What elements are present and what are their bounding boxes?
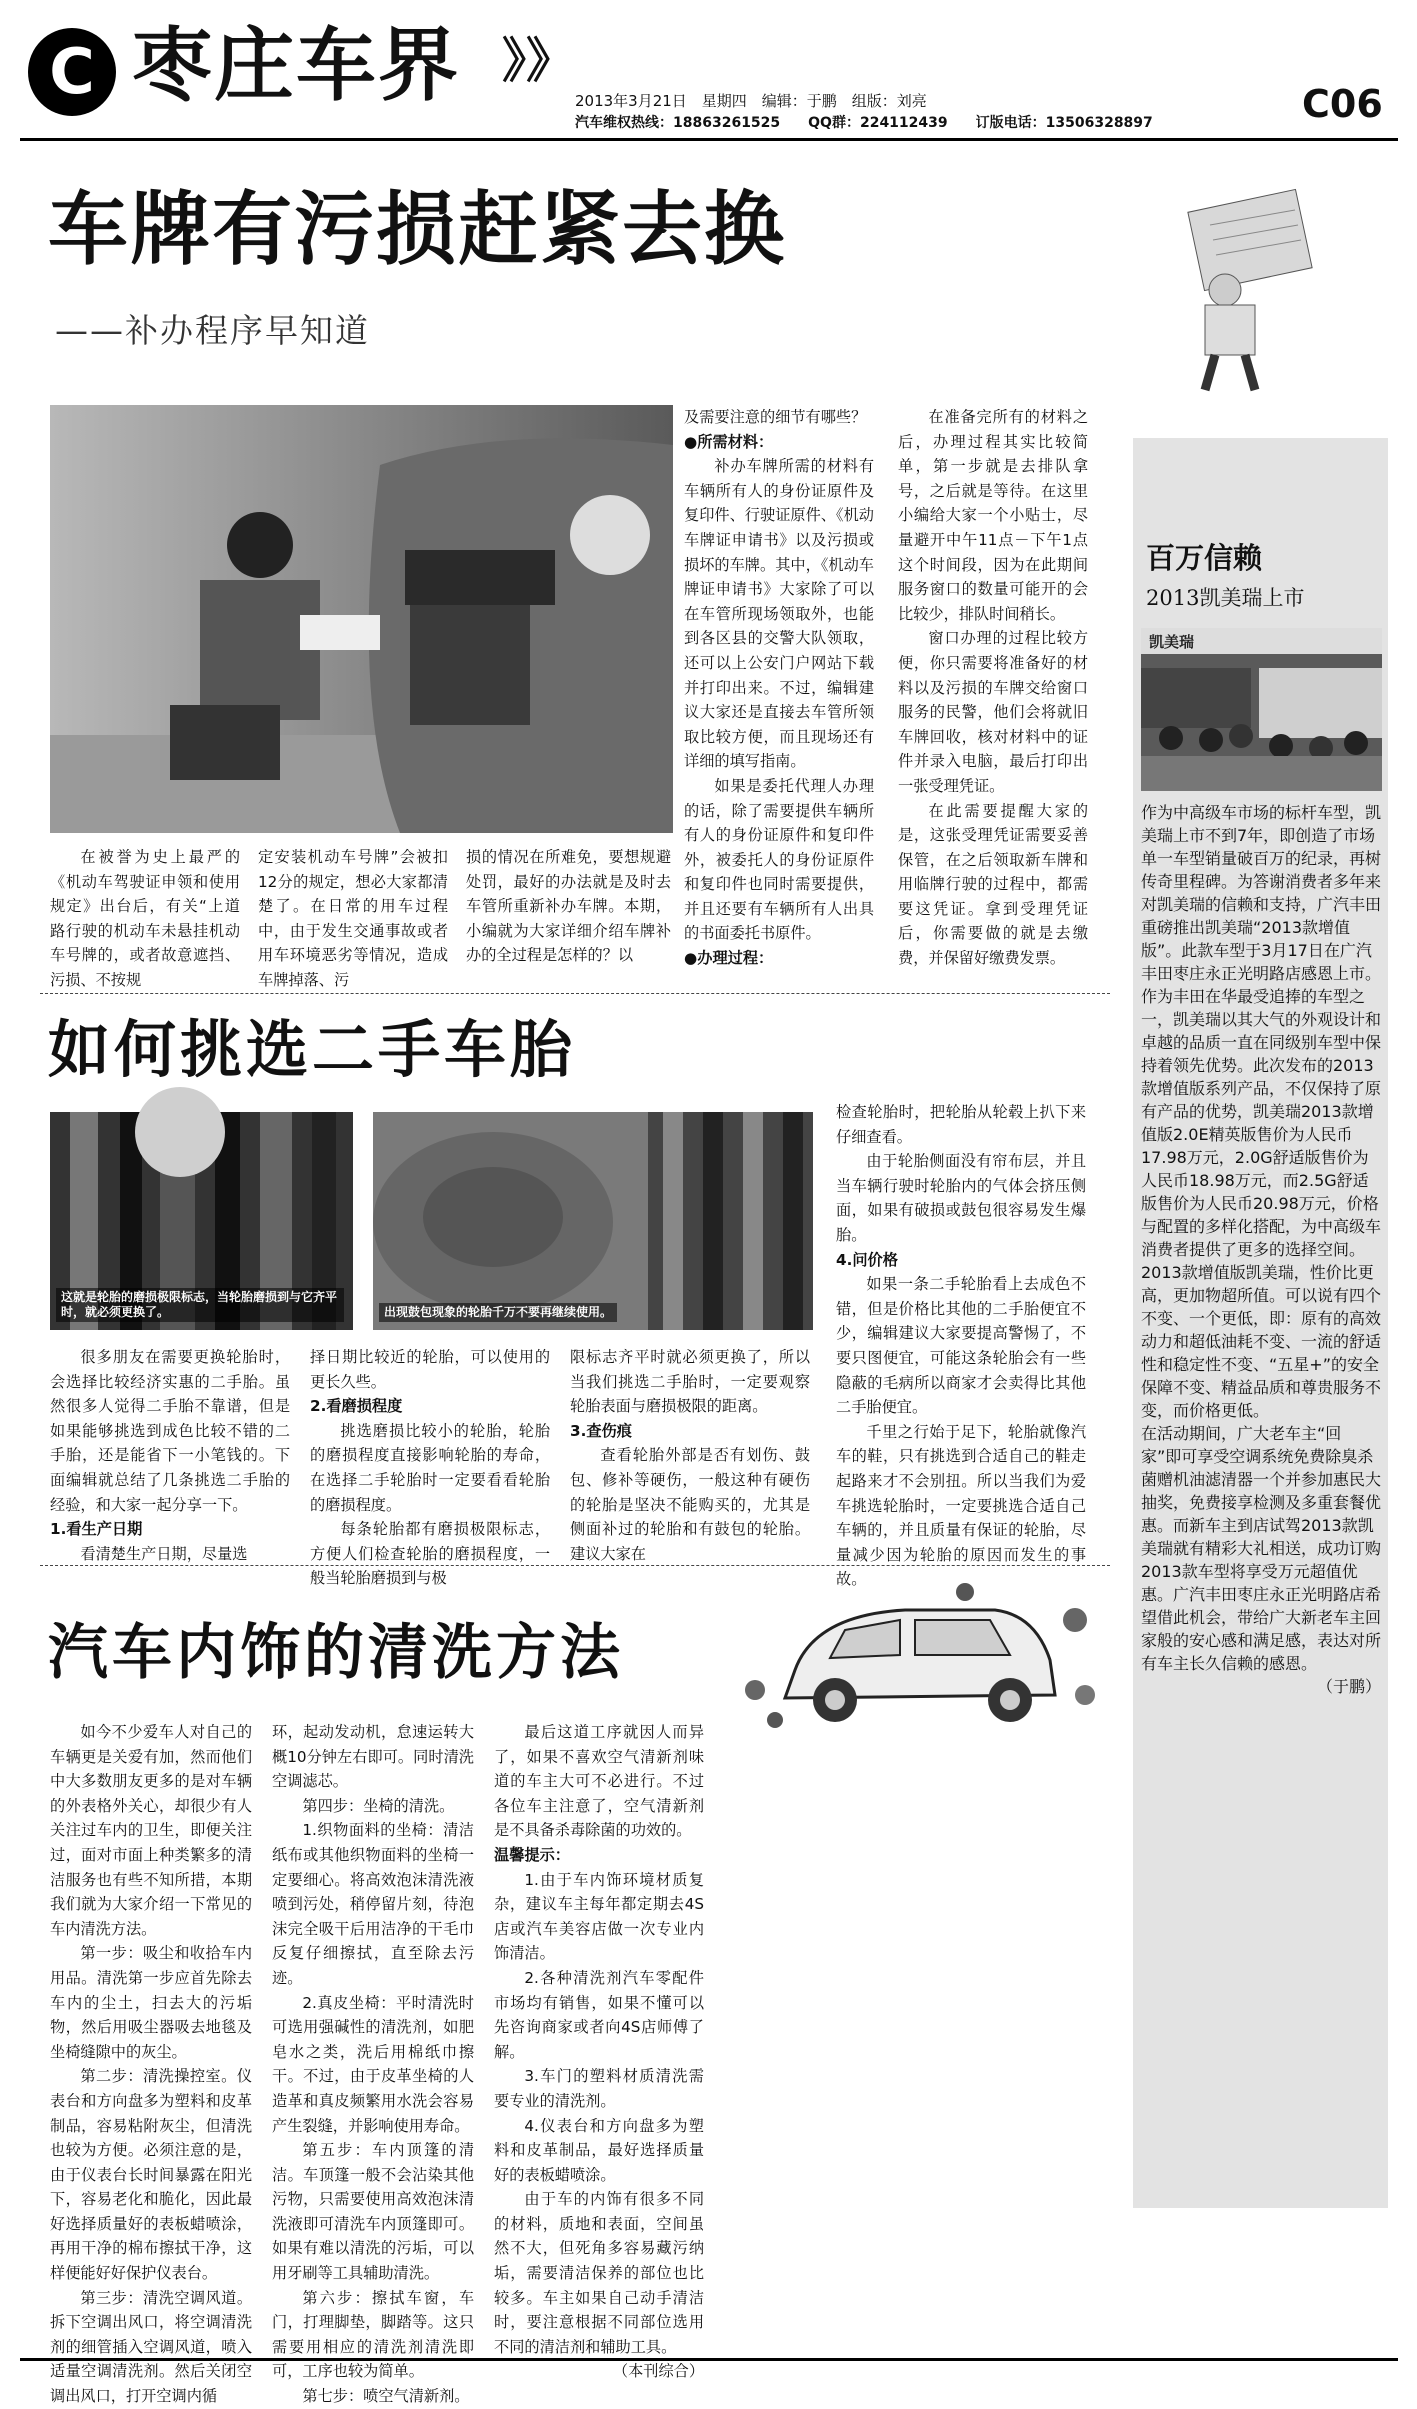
- event-banner: 凯美瑞: [1149, 633, 1195, 651]
- paragraph: 第一步：吸尘和收拾车内用品。清洗第一步应首先除去车内的尘土，扫去大的污垢物，然后用吸尘器吸去地毯及坐椅缝隙中的灰尘。: [50, 1944, 252, 2061]
- article3-byline: （本刊综合）: [612, 2362, 704, 2381]
- article1-col2: [258, 845, 448, 989]
- paragraph: 在被誉为史上最严的《机动车驾驶证申领和使用规定》出台后，有关“上道路行驶的机动车未悬挂机动车号牌的，或者故意遮挡、污损、不按规: [50, 848, 240, 989]
- paragraph: 2.真皮坐椅：平时清洗时可选用强碱性的清洗剂，如肥皂水之类，洗后用棉纸巾擦干。不过，由于皮革坐椅的人造革和真皮频繁用水洗会容易产生裂缝，并影响使用寿命。: [272, 1993, 474, 2135]
- subheading: 3.查伤痕: [570, 1421, 632, 1440]
- sidebar-byline: （于鹏）: [1316, 1677, 1381, 1696]
- tire-bulge-photo: [373, 1112, 813, 1330]
- paragraph: 在此需要提醒大家的是，这张受理凭证需要妥善保管，在之后领取新车牌和用临牌行驶的过程中，都需要这凭证。拿到受理凭证后，你需要做的就是去缴费，并保留好缴费发票。: [898, 801, 1088, 968]
- article2-headline: 如何挑选二手车胎: [48, 1013, 577, 1086]
- paragraph: 1.由于车内饰环境材质复杂，建议车主每年都定期去4S店或汽车美容店做一次专业内饰清洁。: [494, 1870, 704, 1963]
- paragraph: 限标志齐平时就必须更换了，所以当我们挑选二手胎时，一定要观察轮胎表面与磨损极限的距离。: [570, 1348, 810, 1416]
- paragraph: 如今不少爱车人对自己的车辆更是关爱有加，然而他们中大多数朋友更多的是对车辆的外表格外关心，却很少有人关注过车内的卫生，即便关注过，面对市面上种类繁多的清洁服务也有些不知所措，本期我们就为大家介绍一下常见的车内清洗方法。: [50, 1723, 252, 1938]
- article1-headline: 车牌有污损赶紧去换: [48, 183, 786, 276]
- article3-headline: 汽车内饰的清洗方法: [48, 1618, 624, 1688]
- paragraph: 3.车门的塑料材质清洗需要专业的清洗剂。: [494, 2067, 704, 2110]
- paragraph: 第二步：清洗操控室。仪表台和方向盘多为塑料和皮革制品，容易粘附灰尘，但清洗也较为方便。必须注意的是，由于仪表台长时间暴露在阳光下，容易老化和脆化，因此最好选择质量好的表板蜡喷涂，再用干净的棉布擦拭干净，这样便能好好保护仪表台。: [50, 2067, 252, 2283]
- paragraph: 第四步：坐椅的清洗。: [302, 1796, 455, 1815]
- paragraph: 第六步：擦拭车窗，车门，打理脚垫，脚踏等。这只需要用相应的清洗剂清洗即可，工序也较为简单。: [272, 2288, 474, 2381]
- paragraph: 第三步：清洗空调风道。拆下空调出风口，将空调清洗剂的细管插入空调风道，喷入适量空调清洗剂。然后关闭空调出风口，打开空调内循: [50, 2288, 252, 2406]
- article1-subhead: ——补办程序早知道: [55, 311, 370, 350]
- paragraph: 看清楚生产日期，尽量选: [80, 1544, 248, 1563]
- paragraph: 4.仪表台和方向盘多为塑料和皮革制品，最好选择质量好的表板蜡喷涂。: [494, 2116, 704, 2184]
- paragraph: 窗口办理的过程比较方便，你只需要将准备好的材料以及污损的车牌交给窗口服务的民警，他们会将就旧车牌回收，核对材料中的证件并录入电脑，最后打印出一张受理凭证。: [898, 629, 1088, 795]
- paragraph: 最后这道工序就因人而异了，如果不喜欢空气清新剂味道的车主大可不必进行。不过各位车主注意了，空气清新剂是不具备杀毒除菌的功效的。: [494, 1723, 704, 1840]
- paragraph: 2.各种清洗剂汽车零配件市场均有销售，如果不懂可以先咨询商家或者向4S店师傅了解。: [494, 1968, 704, 2061]
- article1-col4: [684, 405, 874, 975]
- tips-label: 温馨提示：: [494, 1845, 570, 1864]
- car-germs-illustration: [735, 1580, 1105, 1740]
- article2-col3: [570, 1345, 810, 1563]
- paragraph: 环，起动发动机，怠速运转大概10分钟左右即可。同时清洗空调滤芯。: [272, 1723, 474, 1791]
- sidebar-title: 百万信赖: [1146, 541, 1263, 575]
- logo-circle: C: [28, 28, 116, 116]
- paragraph: 及需要注意的细节有哪些？: [684, 408, 867, 426]
- paragraph: 很多朋友在需要更换轮胎时，会选择比较经济实惠的二手胎。虽然很多人觉得二手胎不靠谱，但是如果能够挑选到成色比较不错的二手胎，还是能省下一小笔钱的。下面编辑就总结了几条挑选二手胎的经验，和大家一起分享一下。: [50, 1348, 290, 1514]
- subheading: 4.问价格: [836, 1250, 898, 1269]
- paragraph: 在准备完所有的材料之后，办理过程其实比较简单，第一步就是去排队拿号，之后就是等待。在这里小编给大家一个小贴士，尽量避开中午11点－下午1点这个时间段，因为在此期间服务窗口的数量可能开的会比较少，排队时间稍长。: [898, 408, 1088, 623]
- paragraph: 第五步：车内顶篷的清洁。车顶篷一般不会沾染其他污物，只需要使用高效泡沫清洗液即可清洗车内顶篷即可。如果有难以清洗的污垢，可以用牙刷等工具辅助清洗。: [272, 2141, 474, 2283]
- process-label: ●办理过程：: [684, 949, 774, 968]
- dealer-event-photo: [1141, 628, 1382, 791]
- reader-icon: [1155, 195, 1325, 395]
- sidebar-paragraph: 作为中高级车市场的标杆车型，凯美瑞上市不到7年，即创造了市场单一车型销量破百万的纪录，再树传奇里程碑。为答谢消费者多年来对凯美瑞的信赖和支持，广汽丰田重磅推出凯美瑞“2013款增值版”。此款车型于3月17日在广汽丰田枣庄永正光明路店感恩上市。: [1141, 803, 1382, 983]
- masthead: [0, 0, 1417, 130]
- section-title: 枣庄车界: [132, 19, 460, 112]
- article3-col1: [50, 1720, 252, 2406]
- article1-col3: [466, 845, 671, 970]
- chevron-icon: 》》: [502, 33, 575, 89]
- article1-col5: [898, 405, 1088, 975]
- article3-col3: [494, 1720, 704, 2381]
- sidebar-text: [1141, 800, 1381, 2200]
- paragraph: 损的情况在所难免，要想规避处罚，最好的办法就是及时去车管所重新补办车牌。本期，小编就为大家详细介绍车牌补办的全过程是怎样的？以: [466, 848, 671, 965]
- tire-wear-caption: 这就是轮胎的磨损极限标志，当轮胎磨损到与它齐平时，就必须更换了。: [56, 1288, 344, 1322]
- paragraph: 千里之行始于足下，轮胎就像汽车的鞋，只有挑选到合适自己的鞋走起路来才不会别扭。所以当我们为爱车挑选轮胎时，一定要挑选合适自己车辆的，并且质量有保证的轮胎，尽量减少因为轮胎的原因而发生的事故。: [836, 1422, 1086, 1589]
- tire-bulge-caption: 出现鼓包现象的轮胎千万不要再继续使用。: [379, 1303, 617, 1322]
- article2-col4: [836, 1100, 1086, 1589]
- date-line: 2013年3月21日 星期四 编辑：于鹏 组版：刘亮: [575, 92, 927, 110]
- article2-col2: [310, 1345, 550, 1588]
- paragraph: 每条轮胎都有磨损极限标志，方便人们检查轮胎的磨损程度，一般当轮胎磨损到与极: [310, 1520, 550, 1588]
- section-divider: [40, 993, 1110, 994]
- article1-col1: [50, 845, 240, 989]
- footer-rule: [20, 2358, 1398, 2361]
- article2-col1: [50, 1345, 290, 1563]
- paragraph: 如果一条二手轮胎看上去成色不错，但是价格比其他的二手胎便宜不少，编辑建议大家要提高警惕了，不要只图便宜，可能这条轮胎会有一些隐蔽的毛病所以商家才会卖得比其他二手胎便宜。: [836, 1275, 1086, 1417]
- page-code: C06: [1302, 82, 1383, 126]
- paragraph: 择日期比较近的轮胎，可以使用的更长久些。: [310, 1348, 550, 1391]
- sidebar-paragraph: 在活动期间，广大老车主“回家”即可享受空调系统免费除臭杀菌赠机油滤清器一个并参加惠民大抽奖，免费接享检测及多重套餐优惠。而新车主到店试驾2013款凯美瑞就有精彩大礼相送，成功订购2013款车型将享受万元超值优惠。广汽丰田枣庄永正光明路店希望借此机会，带给广大新老车主回家般的安心感和满足感，表达对所有车主长久信赖的感恩。: [1141, 1424, 1382, 1673]
- license-plate-photo: [50, 405, 673, 833]
- masthead-rule: [20, 138, 1398, 141]
- paragraph: 第七步：喷空气清新剂。: [302, 2387, 470, 2406]
- subheading: 2.看磨损程度: [310, 1397, 403, 1416]
- paragraph: 补办车牌所需的材料有车辆所有人的身份证原件及复印件、行驶证原件、《机动车牌证申请书》以及污损或损坏的车牌。其中，《机动车牌证申请书》大家除了可以在车管所现场领取外，也能到各区县的交警大队领取，还可以上公安门户网站下载并打印出来。不过，编辑建议大家还是直接去车管所领取比较方便，而且现场还有详细的填写指南。: [684, 457, 874, 771]
- paragraph: 定安装机动车号牌”会被扣12分的规定，想必大家都清楚了。在日常的用车过程中，由于发生交通事故或者用车环境恶劣等情况，造成车牌掉落、污: [258, 848, 448, 989]
- paragraph: 检查轮胎时，把轮胎从轮毂上扒下来仔细查看。: [836, 1103, 1086, 1146]
- article3-col2: [272, 1720, 474, 2406]
- sidebar-subtitle: 2013凯美瑞上市: [1146, 586, 1305, 610]
- paragraph: 1.织物面料的坐椅：清洁纸布或其他织物面料的坐椅一定要细心。将高效泡沫清洗液喷到污处，稍停留片刻，待泡沫完全吸干后用洁净的干毛巾反复仔细擦拭，直至除去污迹。: [272, 1821, 474, 1987]
- paragraph: 如果是委托代理人办理的话，除了需要提供车辆所有人的身份证原件和复印件外，被委托人的身份证原件和复印件也同时需要提供，并且还要有车辆所有人出具的书面委托书原件。: [684, 776, 874, 943]
- section-divider: [40, 1565, 1110, 1566]
- paragraph: 由于车的内饰有很多不同的材料，质地和表面，空间虽然不大，但死角多容易藏污纳垢，需要清洁保养的部位也比较多。车主如果自己动手清洁时，要注意根据不同部位选用不同的清洁剂和辅助工具。: [494, 2190, 704, 2356]
- paragraph: 挑选磨损比较小的轮胎，轮胎的磨损程度直接影响轮胎的寿命，在选择二手轮胎时一定要看看轮胎的磨损程度。: [310, 1421, 550, 1514]
- sidebar-paragraph: 作为丰田在华最受追捧的车型之一，凯美瑞以其大气的外观设计和卓越的品质一直在同级别车型中保持着领先优势。此次发布的2013款增值版系列产品，不仅保持了原有产品的优势，凯美瑞2013款增值版2.0E精英版售价为人民币17.98万元，2.0G舒适版售价为人民币18.98万元，而2.5G舒适版售价为人民币20.98万元，价格与配置的多样化搭配，为中高级车消费者提供了更多的选择空间。2013款增值版凯美瑞，性价比更高，更加物超所值。可以说有四个不变、一个更低，即：原有的高效动力和超低油耗不变、一流的舒适性和稳定性不变、“五星+”的安全保障不变、精益品质和尊贵服务不变，而价格更低。: [1141, 987, 1382, 1420]
- paragraph: 由于轮胎侧面没有帘布层，并且当车辆行驶时轮胎内的气体会挤压侧面，如果有破损或鼓包很容易发生爆胎。: [836, 1152, 1086, 1244]
- paragraph: 查看轮胎外部是否有划伤、鼓包、修补等硬伤，一般这种有硬伤的轮胎是坚决不能购买的，尤其是侧面补过的轮胎和有鼓包的轮胎。建议大家在: [570, 1446, 810, 1563]
- subheading: 1.看生产日期: [50, 1520, 143, 1539]
- tire-wear-photo: [50, 1112, 353, 1330]
- hotline: 汽车维权热线：18863261525 QQ群：224112439 订版电话：13506328897: [575, 115, 1153, 131]
- materials-label: ●所需材料：: [684, 432, 774, 451]
